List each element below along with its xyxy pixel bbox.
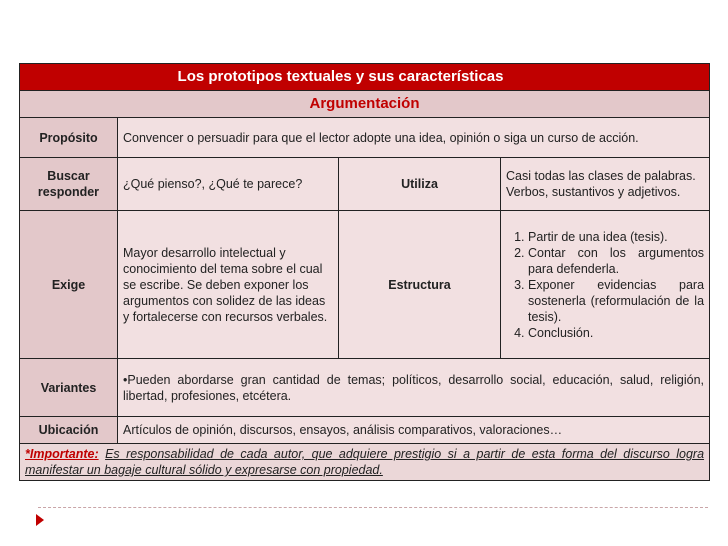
utiliza-text: Casi todas las clases de palabras. Verbos, sustantivos y adjetivos. (501, 158, 710, 211)
exige-text: Mayor desarrollo intelectual y conocimiento del tema sobre el cual se escribe. Se deben exponer los argumentos con solidez de las ideas y fortalecerse con recursos verbales. (118, 211, 339, 359)
table-subtitle: Argumentación (20, 91, 710, 118)
utiliza-label: Utiliza (339, 158, 501, 211)
variantes-row (20, 359, 710, 417)
ubicacion-label: Ubicación (20, 417, 118, 444)
importante-row (20, 444, 710, 481)
table-title-cell (20, 64, 710, 91)
buscar-text: ¿Qué pienso?, ¿Qué te parece? (118, 158, 339, 211)
estructura-item: 3. Exponer evidencias para sostenerla (reformulación de la tesis). (528, 277, 704, 325)
variantes-text: •Pueden abordarse gran cantidad de temas; políticos, desarrollo social, educación, salud, religión, libertad, profesiones, etcétera. (118, 359, 710, 417)
buscar-row (20, 158, 710, 211)
importante-label: *Importante: (25, 447, 99, 461)
triangle-arrow-icon (36, 514, 44, 526)
estructura-item: 4. Conclusión. (528, 325, 704, 341)
proposito-text: Convencer o persuadir para que el lector adopte una idea, opinión o siga un curso de acción. (118, 118, 710, 158)
title-row (20, 64, 710, 91)
footer-divider (38, 507, 708, 508)
importante-text: Es responsabilidad de cada autor, que adquiere prestigio si a partir de esta forma del discurso logra manifestar un bagaje cultural sólido y expresarse con propiedad. (25, 447, 705, 477)
importante-cell (20, 444, 710, 481)
ubicacion-row (20, 417, 710, 444)
table-title: Los prototipos textuales y sus características (177, 68, 504, 85)
proposito-label: Propósito (20, 118, 118, 158)
ubicacion-text: Artículos de opinión, discursos, ensayos, análisis comparativos, valoraciones… (118, 417, 710, 444)
buscar-label: Buscar responder (20, 158, 118, 211)
proposito-row (20, 118, 710, 158)
estructura-item: 2. Contar con los argumentos para defenderla. (528, 245, 704, 277)
exige-label: Exige (20, 211, 118, 359)
estructura-label: Estructura (339, 211, 501, 359)
exige-row (20, 211, 710, 359)
estructura-list (506, 229, 704, 341)
estructura-list-cell (501, 211, 710, 359)
prototypes-table (19, 63, 710, 481)
variantes-label: Variantes (20, 359, 118, 417)
subtitle-row (20, 91, 710, 118)
estructura-item: 1. Partir de una idea (tesis). (528, 229, 704, 245)
